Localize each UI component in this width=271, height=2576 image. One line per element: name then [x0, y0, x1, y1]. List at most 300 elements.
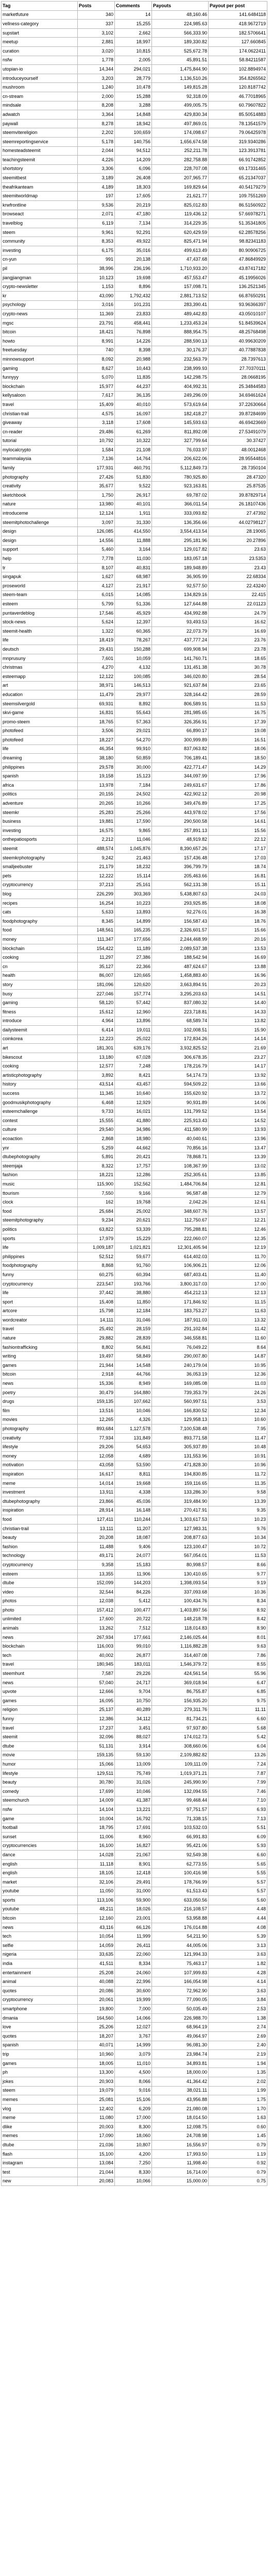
tag-cell: artcore	[2, 1307, 78, 1316]
comments-cell: 11,189	[115, 944, 152, 953]
comments-cell: 29,021	[115, 726, 152, 736]
table-row	[2, 509, 267, 518]
payout-per-post-cell: 17.03	[209, 853, 267, 862]
posts-cell: 19,800	[78, 2005, 115, 2014]
posts-cell: 4,964	[78, 1016, 115, 1026]
comments-cell: 27,386	[115, 953, 152, 962]
payout-per-post-cell: 0.75	[209, 2177, 267, 2186]
table-row	[2, 545, 267, 554]
payout-per-post-cell: 6.09	[209, 1832, 267, 1841]
payout-per-post-cell: 28.7350104	[209, 464, 267, 473]
tag-cell: comedy	[2, 1787, 78, 1796]
table-row	[2, 472, 267, 482]
column-header-comments: Comments	[115, 2, 152, 11]
posts-cell: 4,226	[78, 156, 115, 165]
table-row	[2, 1687, 267, 1697]
table-row	[2, 83, 267, 92]
comments-cell: 66,126	[115, 1923, 152, 1932]
payout-per-post-cell: 44.02798127	[209, 518, 267, 527]
posts-cell: 3,016	[78, 300, 115, 310]
tag-cell: game	[2, 1814, 78, 1823]
payouts-cell: 50,035.49	[152, 2005, 209, 2014]
payout-per-post-cell: 23.65	[209, 681, 267, 690]
posts-cell: 15,066	[78, 1760, 115, 1769]
payout-per-post-cell: 14.33	[209, 1007, 267, 1016]
column-header-posts: Posts	[78, 2, 115, 11]
tag-cell: bikescout	[2, 1053, 78, 1062]
table-row	[2, 1198, 267, 1207]
table-row	[2, 156, 267, 165]
tag-cell: giveaway	[2, 418, 78, 428]
payout-per-post-cell: 2.69	[209, 2032, 267, 2041]
comments-cell: 10,059	[115, 654, 152, 663]
payout-per-post-cell: 28.95544816	[209, 454, 267, 464]
payouts-cell: 69,787.02	[152, 491, 209, 500]
payout-per-post-cell: 10.48	[209, 1443, 267, 1452]
table-row	[2, 1461, 267, 1470]
table-row	[2, 1506, 267, 1515]
payouts-cell: 166,830.52	[152, 1406, 209, 1416]
tag-cell: photos	[2, 1597, 78, 1606]
payout-per-post-cell: 58.84211587	[209, 56, 267, 65]
tag-cell: design	[2, 536, 78, 546]
posts-cell: 177,931	[78, 464, 115, 473]
table-row	[2, 563, 267, 572]
comments-cell: 150,288	[115, 645, 152, 654]
payout-per-post-cell: 23.78	[209, 645, 267, 654]
tag-cell: photography	[2, 1425, 78, 1434]
comments-cell: 29,491	[115, 1877, 152, 1887]
tag-cell: puntaverdeblog	[2, 608, 78, 618]
table-row	[2, 1162, 267, 1171]
table-row	[2, 264, 267, 274]
posts-cell: 116,003	[78, 1642, 115, 1651]
comments-cell: 26,917	[115, 491, 152, 500]
table-row	[2, 373, 267, 382]
table-row	[2, 835, 267, 844]
table-row	[2, 736, 267, 745]
table-row	[2, 1352, 267, 1361]
payout-per-post-cell: 7.13	[209, 1814, 267, 1823]
table-row	[2, 989, 267, 998]
payouts-cell: 30,176.37	[152, 346, 209, 355]
payout-per-post-cell: 10.95	[209, 1361, 267, 1370]
payout-per-post-cell: 4.28	[209, 1968, 267, 1977]
table-row	[2, 1723, 267, 1733]
table-row	[2, 1814, 267, 1823]
payout-per-post-cell: 14.87	[209, 1352, 267, 1361]
posts-cell: 14,344	[78, 65, 115, 74]
tag-cell: steemitphotography	[2, 1216, 78, 1225]
payouts-cell: 86,755.87	[152, 1687, 209, 1697]
tag-cell: unlimited	[2, 1615, 78, 1624]
table-row	[2, 2141, 267, 2150]
payout-per-post-cell: 8.34	[209, 1597, 267, 1606]
payouts-cell: 76,033.97	[152, 446, 209, 455]
posts-cell: 197	[78, 192, 115, 201]
table-row	[2, 1660, 267, 1669]
table-row	[2, 1733, 267, 1742]
tag-cell: dreaming	[2, 754, 78, 763]
payout-per-post-cell: 5.55	[209, 1869, 267, 1878]
tag-cell: bitcoin	[2, 1370, 78, 1379]
comments-cell: 7,184	[115, 781, 152, 790]
payout-per-post-cell: 23.76	[209, 636, 267, 645]
posts-cell: 13,978	[78, 781, 115, 790]
tag-cell: christian-trail	[2, 1524, 78, 1533]
payout-per-post-cell: 51.35341805	[209, 219, 267, 228]
tag-cell: flash	[2, 2149, 78, 2159]
posts-cell: 32,106	[78, 1877, 115, 1887]
table-row	[2, 10, 267, 20]
tag-cell: poetry	[2, 1388, 78, 1397]
table-row	[2, 1452, 267, 1461]
payouts-cell: 222,060.07	[152, 1234, 209, 1243]
table-row	[2, 1869, 267, 1878]
payout-per-post-cell: 15.90	[209, 1026, 267, 1035]
payout-per-post-cell: 10.96	[209, 1461, 267, 1470]
table-row	[2, 1207, 267, 1216]
table-row	[2, 2050, 267, 2059]
posts-cell: 57,040	[78, 1678, 115, 1687]
payouts-cell: 148,218.78	[152, 1615, 209, 1624]
payout-per-post-cell: 3.84	[209, 1995, 267, 2005]
payout-per-post-cell: 7.46	[209, 1787, 267, 1796]
payouts-cell: 739,353.79	[152, 1388, 209, 1397]
comments-cell: 15,106	[115, 2095, 152, 2105]
table-row	[2, 1297, 267, 1307]
tag-cell: smartphone	[2, 2005, 78, 2014]
comments-cell: 101,231	[115, 300, 152, 310]
payouts-cell: 1,019,371.21	[152, 1769, 209, 1778]
payout-per-post-cell: 7.95	[209, 1425, 267, 1434]
payouts-cell: 92,577.50	[152, 582, 209, 591]
payouts-cell: 811,892.08	[152, 427, 209, 436]
tag-cell: cooking	[2, 1062, 78, 1071]
payouts-cell: 837,080.32	[152, 998, 209, 1008]
posts-cell: 1,584	[78, 446, 115, 455]
payouts-cell: 149,815.28	[152, 83, 209, 92]
payout-per-post-cell: 45.19956026	[209, 273, 267, 282]
payouts-cell: 562,131.38	[152, 880, 209, 890]
comments-cell: 1,045,876	[115, 844, 152, 854]
comments-cell: 9,704	[115, 1687, 152, 1697]
payout-per-post-cell: 13.57	[209, 1207, 267, 1216]
table-row	[2, 1415, 267, 1425]
payout-per-post-cell: 6.47	[209, 1678, 267, 1687]
payouts-cell: 3,932,825.52	[152, 1044, 209, 1053]
posts-cell: 13,911	[78, 1488, 115, 1497]
table-row	[2, 862, 267, 872]
payout-per-post-cell: 28.0668195	[209, 373, 267, 382]
payouts-cell: 194,830.85	[152, 1470, 209, 1479]
table-row	[2, 65, 267, 74]
posts-cell: 1,627	[78, 572, 115, 582]
posts-cell: 2,044	[78, 146, 115, 156]
comments-cell: 31,046	[115, 1316, 152, 1325]
posts-cell: 20,903	[78, 2077, 115, 2086]
comments-cell: 24,060	[115, 1968, 152, 1977]
table-row	[2, 1579, 267, 1588]
comments-cell: 414,550	[115, 527, 152, 536]
posts-cell: 5,178	[78, 137, 115, 146]
tag-cell: steemvitereligion	[2, 128, 78, 138]
comments-cell: 24,077	[115, 1551, 152, 1561]
table-row	[2, 1515, 267, 1524]
payout-per-post-cell: 11.40	[209, 1270, 267, 1280]
posts-cell: 6,119	[78, 219, 115, 228]
comments-cell: 11,835	[115, 373, 152, 382]
tag-cell: kellysaloon	[2, 391, 78, 400]
table-row	[2, 1606, 267, 1615]
payouts-cell: 174,098.67	[152, 128, 209, 138]
posts-cell: 7,550	[78, 1189, 115, 1198]
table-row	[2, 318, 267, 328]
payouts-cell: 291,102.84	[152, 1325, 209, 1334]
payouts-cell: 171,846.92	[152, 1297, 209, 1307]
table-row	[2, 790, 267, 799]
table-row	[2, 518, 267, 527]
posts-cell: 19,881	[78, 817, 115, 826]
payouts-cell: 166,054.98	[152, 1977, 209, 1987]
table-row	[2, 38, 267, 47]
comments-cell: 120,665	[115, 971, 152, 980]
comments-cell: 12,418	[115, 1869, 152, 1878]
posts-cell: 40,071	[78, 2041, 115, 2050]
table-row	[2, 336, 267, 346]
comments-cell: 41,387	[115, 1796, 152, 1805]
table-row	[2, 128, 267, 138]
tag-cell: nigeria	[2, 1950, 78, 1959]
tag-cell: dance	[2, 1851, 78, 1860]
comments-cell: 28,159	[115, 1325, 152, 1334]
payout-per-post-cell: 40.99630209	[209, 336, 267, 346]
payouts-cell: 107,999.83	[152, 1968, 209, 1977]
posts-cell: 6,414	[78, 1026, 115, 1035]
tag-cell: travel	[2, 1325, 78, 1334]
comments-cell: 13,893	[115, 908, 152, 917]
payout-per-post-cell: 14.52	[209, 1116, 267, 1126]
tag-cell: mushroom	[2, 83, 78, 92]
posts-cell: 16,617	[78, 1470, 115, 1479]
comments-cell: 67,028	[115, 1053, 152, 1062]
tag-cell: dmania	[2, 2013, 78, 2023]
table-row	[2, 1089, 267, 1098]
tag-cell: cn-reader	[2, 427, 78, 436]
table-row	[2, 1044, 267, 1053]
posts-cell: 12,577	[78, 1062, 115, 1071]
tag-cell: cryptocurrencies	[2, 1841, 78, 1851]
comments-cell: 19,999	[115, 1995, 152, 2005]
posts-cell: 11,345	[78, 1089, 115, 1098]
tag-cell: funny	[2, 1715, 78, 1724]
payout-per-post-cell: 10.36	[209, 1587, 267, 1597]
tag-cell: paywall	[2, 119, 78, 128]
table-row	[2, 164, 267, 174]
payout-per-post-cell: 13.96	[209, 1134, 267, 1144]
table-row	[2, 1307, 267, 1316]
payouts-cell: 837,063.82	[152, 744, 209, 754]
posts-cell: 9,242	[78, 853, 115, 862]
posts-cell: 19,497	[78, 1352, 115, 1361]
payout-per-post-cell: 3.13	[209, 1941, 267, 1951]
comments-cell: 57,442	[115, 998, 152, 1008]
payouts-cell: 288,590.13	[152, 336, 209, 346]
table-row	[2, 28, 267, 38]
comments-cell: 47,180	[115, 210, 152, 219]
tag-cell: film	[2, 1406, 78, 1416]
payouts-cell: 567,054.01	[152, 1551, 209, 1561]
comments-cell: 19,668	[115, 1479, 152, 1488]
payouts-cell: 97,937.80	[152, 1723, 209, 1733]
tag-cell: life	[2, 744, 78, 754]
payouts-cell: 888,954.75	[152, 328, 209, 337]
posts-cell: 27,426	[78, 472, 115, 482]
payout-per-post-cell: 12.06	[209, 1261, 267, 1270]
table-row	[2, 1361, 267, 1370]
payouts-cell: 178,216.79	[152, 1062, 209, 1071]
payout-per-post-cell: 13.54	[209, 1107, 267, 1116]
table-row	[2, 1697, 267, 1706]
comments-cell: 26,877	[115, 1651, 152, 1660]
comments-cell: 18,942	[115, 119, 152, 128]
tag-cell: cats	[2, 908, 78, 917]
comments-cell: 8,330	[115, 2167, 152, 2177]
payout-per-post-cell: 25.87535	[209, 482, 267, 491]
posts-cell: 18,795	[78, 1823, 115, 1833]
payouts-cell: 99,468.44	[152, 1796, 209, 1805]
table-row	[2, 781, 267, 790]
table-row	[2, 1261, 267, 1270]
tag-cell: drugs	[2, 1397, 78, 1406]
payouts-cell: 3,663,894.91	[152, 980, 209, 990]
payout-per-post-cell: 18.08	[209, 899, 267, 908]
table-row	[2, 1379, 267, 1388]
payout-per-post-cell: 5.51	[209, 1823, 267, 1833]
payouts-cell: 187,911.03	[152, 1316, 209, 1325]
payout-per-post-cell: 8.90	[209, 1624, 267, 1633]
payouts-cell: 23,984.74	[152, 2050, 209, 2059]
comments-cell: 10,478	[115, 83, 152, 92]
payout-per-post-cell: 18.76	[209, 917, 267, 926]
table-row	[2, 436, 267, 446]
tag-cell: writing	[2, 1352, 78, 1361]
comments-cell: 294,021	[115, 65, 152, 74]
posts-cell: 77,934	[78, 1433, 115, 1443]
posts-cell: 3,118	[78, 418, 115, 428]
tag-cell: minnowsupport	[2, 355, 78, 364]
table-row	[2, 409, 267, 418]
posts-cell: 13,180	[78, 1053, 115, 1062]
payout-per-post-cell: 16.69	[209, 953, 267, 962]
comments-cell: 24,717	[115, 1678, 152, 1687]
posts-cell: 14,111	[78, 1316, 115, 1325]
payout-per-post-cell: 12.35	[209, 1234, 267, 1243]
table-row	[2, 1035, 267, 1044]
table-row	[2, 2059, 267, 2068]
payouts-cell: 1,136,510.26	[152, 74, 209, 83]
table-row	[2, 908, 267, 917]
payout-per-post-cell: 13.82	[209, 1016, 267, 1026]
tag-cell: photography	[2, 472, 78, 482]
posts-cell: 16,100	[78, 1841, 115, 1851]
payout-per-post-cell: 40.54179279	[209, 182, 267, 192]
tag-cell: blockchain	[2, 944, 78, 953]
tag-cell: quotes	[2, 1987, 78, 1996]
payouts-cell: 81,734.21	[152, 1715, 209, 1724]
tag-cell: love	[2, 2023, 78, 2032]
payouts-cell: 1,710,933.20	[152, 264, 209, 274]
tag-cell: philippines	[2, 762, 78, 772]
posts-cell: 43,116	[78, 1923, 115, 1932]
comments-cell: 14,548	[115, 1361, 152, 1370]
posts-cell: 18,765	[78, 717, 115, 726]
payout-per-post-cell: 8.64	[209, 1343, 267, 1352]
tag-cell: photofeed	[2, 726, 78, 736]
tag-cell: funnyyy	[2, 373, 78, 382]
payout-per-post-cell: 15.11	[209, 880, 267, 890]
payout-per-post-cell: 14.61	[209, 817, 267, 826]
comments-cell: 3,767	[115, 2032, 152, 2041]
posts-cell: 7,601	[78, 654, 115, 663]
comments-cell: 25,266	[115, 808, 152, 817]
table-row	[2, 1778, 267, 1787]
tag-cell: kr	[2, 292, 78, 301]
tag-cell: spanish	[2, 2041, 78, 2050]
payouts-cell: 93,493.53	[152, 618, 209, 627]
tag-cell: artisticphotography	[2, 1071, 78, 1080]
comments-cell: 59,677	[115, 1252, 152, 1261]
payouts-cell: 131,553.96	[152, 1452, 209, 1461]
table-row	[2, 1016, 267, 1026]
payouts-cell: 155,620.92	[152, 1089, 209, 1098]
payouts-cell: 2,042.26	[152, 1198, 209, 1207]
tag-cell: design	[2, 527, 78, 536]
table-row	[2, 1107, 267, 1116]
payout-per-post-cell: 123.3913781	[209, 146, 267, 156]
posts-cell: 15,612	[78, 1007, 115, 1016]
payout-per-post-cell: 1.94	[209, 2059, 267, 2068]
tag-cell: cn	[2, 962, 78, 971]
comments-cell: 236,196	[115, 264, 152, 274]
posts-cell: 3,506	[78, 726, 115, 736]
tag-cell: investment	[2, 1488, 78, 1497]
payout-per-post-cell: 65.21347037	[209, 174, 267, 183]
posts-cell: 4,575	[78, 409, 115, 418]
payouts-cell: 70,856.16	[152, 1143, 209, 1153]
payout-per-post-cell: 28.54	[209, 672, 267, 681]
table-row	[2, 1896, 267, 1905]
table-row	[2, 1343, 267, 1352]
table-row	[2, 799, 267, 808]
table-row	[2, 2041, 267, 2050]
table-row	[2, 1425, 267, 1434]
payouts-cell: 78,868.71	[152, 1153, 209, 1162]
comments-cell: 9,016	[115, 2086, 152, 2095]
table-row	[2, 346, 267, 355]
table-row	[2, 101, 267, 110]
comments-cell: 21,067	[115, 1851, 152, 1860]
posts-cell: 33,635	[78, 1950, 115, 1959]
payouts-cell: 825,471.94	[152, 237, 209, 246]
table-row	[2, 1388, 267, 1397]
payouts-cell: 525,672.78	[152, 46, 209, 56]
tag-cell: politics	[2, 1225, 78, 1234]
comments-cell: 88,027	[115, 1733, 152, 1742]
comments-cell: 1,792,432	[115, 292, 152, 301]
table-row	[2, 1143, 267, 1153]
comments-cell: 11,888	[115, 536, 152, 546]
